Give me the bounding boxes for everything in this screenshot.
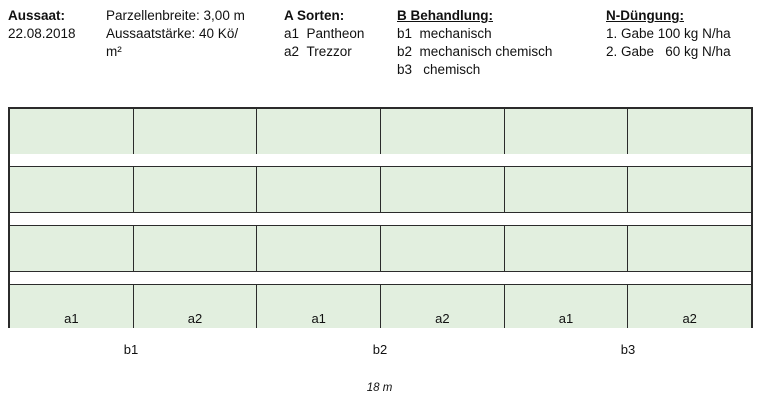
field-distance: 18 m	[366, 382, 393, 394]
block-label-b2: b2	[372, 342, 388, 357]
sorten-item-a1: a1 Pantheon	[284, 26, 365, 41]
plot-row-1	[10, 109, 751, 154]
behandlung-block	[397, 7, 552, 79]
plot-cell	[257, 226, 381, 271]
plot-row-3	[10, 225, 751, 272]
plot-cell	[505, 109, 629, 154]
plot-cell	[381, 226, 505, 271]
plot-label: a2	[435, 311, 450, 326]
plot-cell	[628, 285, 751, 328]
plot-cell	[257, 167, 381, 212]
plot-cell	[10, 167, 134, 212]
plot-cell	[381, 109, 505, 154]
plot-label: a2	[187, 311, 203, 326]
plot-cell	[381, 285, 505, 328]
parzellenbreite: Parzellenbreite: 3,00 m	[106, 8, 245, 23]
sorten-item-a2: a2 Trezzor	[284, 44, 352, 59]
behandlung-item-b3: b3 chemisch	[397, 62, 481, 77]
plot-cell	[505, 285, 629, 328]
behandlung-item-b2: b2 mechanisch chemisch	[397, 44, 553, 59]
plot-cell	[505, 167, 629, 212]
plot-row-2	[10, 166, 751, 213]
plot-cell	[134, 285, 258, 328]
plot-cell	[628, 167, 751, 212]
plot-row-4	[10, 284, 751, 328]
plot-cell	[134, 109, 258, 154]
duengung-title: N-Düngung:	[606, 8, 684, 23]
duengung-block	[606, 7, 731, 61]
plot-cell	[10, 109, 134, 154]
behandlung-title: B Behandlung:	[397, 8, 493, 23]
field-plan	[8, 107, 753, 328]
aussaat-block	[8, 7, 76, 43]
plot-cell	[10, 226, 134, 271]
aussaat-date: 22.08.2018	[8, 26, 76, 41]
plot-cell	[257, 109, 381, 154]
plot-cell	[505, 226, 629, 271]
behandlung-item-b1: b1 mechanisch	[397, 26, 492, 41]
parzelle-block	[106, 7, 245, 61]
plot-cell	[134, 167, 258, 212]
block-label-b1: b1	[123, 342, 139, 357]
duengung-item-2: 2. Gabe 60 kg N/ha	[606, 44, 731, 59]
plot-label: a1	[64, 311, 79, 326]
sorten-title: A Sorten:	[284, 8, 345, 23]
plot-label: a1	[558, 311, 574, 326]
aussaat-label: Aussaat:	[8, 8, 66, 23]
duengung-item-1: 1. Gabe 100 kg N/ha	[606, 26, 731, 41]
plot-cell	[628, 109, 751, 154]
aussaatstaerke: Aussaatstärke: 40 Kö/	[106, 26, 239, 41]
aussaatstaerke-unit: m²	[106, 44, 122, 59]
plot-cell	[257, 285, 381, 328]
plot-cell	[134, 226, 258, 271]
plot-label: a2	[682, 311, 697, 326]
plot-cell	[10, 285, 134, 328]
block-label-b3: b3	[620, 342, 636, 357]
sorten-block	[284, 7, 364, 61]
plot-cell	[628, 226, 751, 271]
plot-cell	[381, 167, 505, 212]
plot-label: a1	[311, 311, 326, 326]
